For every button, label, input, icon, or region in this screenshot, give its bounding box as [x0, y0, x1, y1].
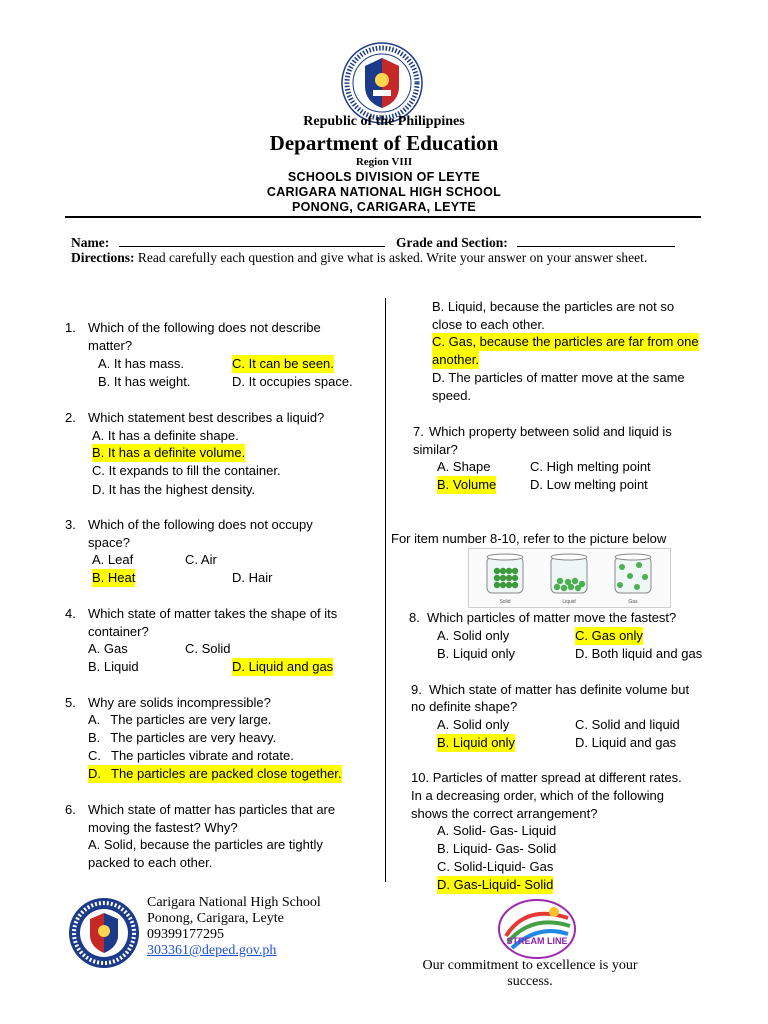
option-c: C. Solid-Liquid- Gas	[437, 859, 554, 874]
question-8	[409, 609, 729, 663]
header-rule	[65, 216, 701, 218]
footer-school: Carigara National High School	[147, 895, 321, 910]
deped-seal-icon	[341, 42, 423, 124]
option-d: D. Liquid and gas	[575, 735, 677, 750]
question-2	[65, 409, 380, 499]
option-d: D. It occupies space.	[232, 374, 353, 389]
question-number: 5.	[65, 695, 76, 710]
location-label: PONONG, CARIGARA, LEYTE	[292, 200, 476, 214]
option-a: A. Solid only	[437, 628, 510, 643]
option-d-answer: D. Gas-Liquid- Solid	[437, 877, 554, 892]
option-b-answer: B. Volume	[437, 477, 497, 492]
question-9	[411, 681, 731, 753]
option-a: A. It has a definite shape.	[92, 428, 239, 443]
question-stem: Which of the following does not occupy	[88, 517, 313, 532]
question-number: 7.	[413, 424, 424, 439]
option-d-cont: speed.	[432, 388, 472, 403]
option-b-answer: B. Liquid only	[437, 735, 516, 750]
question-stem: Which particles of matter move the fastest?	[427, 610, 677, 625]
question-stem: Which state of matter takes the shape of its	[88, 606, 338, 621]
solid-label: Solid	[499, 599, 511, 605]
streamline-logo-icon	[496, 898, 578, 960]
question-6	[65, 801, 380, 873]
footer-email	[147, 943, 276, 959]
option-a: A. Shape	[437, 459, 491, 474]
option-b: B. Liquid, because the particles are not so	[432, 299, 675, 314]
school-logo-icon	[68, 897, 140, 969]
question-4	[65, 605, 380, 685]
question-stem: container?	[88, 624, 149, 639]
option-c-answer: C. It can be seen.	[232, 356, 334, 371]
question-number: 2.	[65, 410, 76, 425]
option-b: B. Liquid	[88, 659, 139, 674]
option-b: B. It has weight.	[98, 374, 191, 389]
option-d: D. Both liquid and gas	[575, 646, 703, 661]
question-stem: Which state of matter has definite volume but	[429, 682, 690, 697]
option-a-cont: packed to each other.	[88, 855, 213, 870]
option-a: A. Leaf	[92, 552, 134, 567]
gas-label: Gas	[628, 599, 638, 605]
department-title: Department of Education	[269, 131, 499, 155]
grade-section-field[interactable]	[517, 234, 675, 247]
option-a: A. It has mass.	[98, 356, 184, 371]
email-link[interactable]: 303361@deped.gov.ph	[147, 943, 277, 958]
option-b-answer: B. Heat	[92, 570, 136, 585]
question-7	[413, 423, 723, 495]
solid-beaker-icon	[487, 554, 523, 593]
option-b-cont: close to each other.	[432, 317, 545, 332]
footer-address: Ponong, Carigara, Leyte	[147, 911, 284, 926]
question-stem: similar?	[413, 442, 458, 457]
question-stem: shows the correct arrangement?	[411, 806, 598, 821]
question-stem: Which of the following does not describe	[88, 320, 321, 335]
question-number: 4.	[65, 606, 76, 621]
option-d-answer: D. The particles are packed close together.	[88, 766, 342, 781]
directions-text: Read carefully each question and give what is asked. Write your answer on your answer sheet.	[134, 250, 648, 265]
question-10	[411, 769, 731, 895]
question-stem: Which property between solid and liquid is	[429, 424, 672, 439]
option-b: B. Liquid- Gas- Solid	[437, 841, 557, 856]
division-label: SCHOOLS DIVISION OF LEYTE	[287, 170, 481, 184]
question-stem: 10. Particles of matter spread at different rates.	[411, 770, 682, 785]
name-field[interactable]	[119, 234, 385, 247]
option-a: A. Solid- Gas- Liquid	[437, 823, 557, 838]
directions-label: Directions:	[71, 250, 135, 265]
option-a: A. The particles are very large.	[88, 712, 272, 727]
option-c: C. Air	[185, 552, 217, 567]
question-stem: Why are solids incompressible?	[88, 695, 271, 710]
option-a: A. Gas	[88, 641, 128, 656]
question-6-continued	[432, 298, 742, 406]
liquid-label: Liquid	[562, 599, 576, 605]
question-number: 8.	[409, 610, 420, 625]
footer-phone: 09399177295	[147, 927, 224, 942]
option-d-answer: D. Liquid and gas	[232, 659, 334, 674]
option-b: B. Liquid only	[437, 646, 516, 661]
footer-motto: Our commitment to excellence is your success.	[422, 958, 638, 989]
question-stem: Which state of matter has particles that are	[88, 802, 336, 817]
option-c-answer: C. Gas only	[575, 628, 643, 643]
question-number: 6.	[65, 802, 76, 817]
question-3	[65, 516, 380, 596]
option-c: C. It expands to fill the container.	[92, 463, 281, 478]
refer-note: For item number 8-10, refer to the picture below	[391, 531, 667, 546]
logo-wordmark: STREAM LINE	[506, 936, 568, 946]
option-d: D. Hair	[232, 570, 273, 585]
option-d: D. Low melting point	[530, 477, 648, 492]
question-number: 1.	[65, 320, 76, 335]
option-c: C. Solid and liquid	[575, 717, 680, 732]
option-c: C. Solid	[185, 641, 231, 656]
option-c: C. The particles vibrate and rotate.	[88, 748, 294, 763]
option-b: B. The particles are very heavy.	[88, 730, 277, 745]
column-divider	[385, 298, 386, 882]
region-label: Region VIII	[355, 156, 413, 168]
option-b-answer: B. It has a definite volume.	[92, 445, 246, 460]
question-1	[65, 319, 380, 399]
question-stem: Which statement best describes a liquid?	[88, 410, 325, 425]
question-number: 3.	[65, 517, 76, 532]
question-stem: moving the fastest? Why?	[88, 820, 238, 835]
question-5	[65, 694, 380, 784]
directions	[71, 249, 691, 266]
option-c-answer-cont: another.	[432, 352, 479, 367]
question-stem: matter?	[88, 338, 133, 353]
option-d: D. The particles of matter move at the same	[432, 370, 685, 385]
republic-label: Republic of the Philippines	[303, 114, 465, 129]
question-stem: no definite shape?	[411, 699, 518, 714]
question-number: 9.	[411, 682, 422, 697]
option-c: C. High melting point	[530, 459, 651, 474]
name-label: Name:	[71, 235, 110, 250]
question-stem: space?	[88, 535, 130, 550]
option-a: A. Solid only	[437, 717, 510, 732]
states-of-matter-figure	[468, 548, 671, 608]
option-c-answer: C. Gas, because the particles are far from one	[432, 334, 699, 349]
option-a: A. Solid, because the particles are tightly	[88, 837, 323, 852]
liquid-beaker-icon	[551, 554, 587, 593]
school-label: CARIGARA NATIONAL HIGH SCHOOL	[266, 185, 502, 199]
question-stem: In a decreasing order, which of the following	[411, 788, 664, 803]
gas-beaker-icon	[615, 554, 651, 593]
option-d: D. It has the highest density.	[92, 482, 256, 497]
grade-section-label: Grade and Section:	[395, 235, 508, 250]
